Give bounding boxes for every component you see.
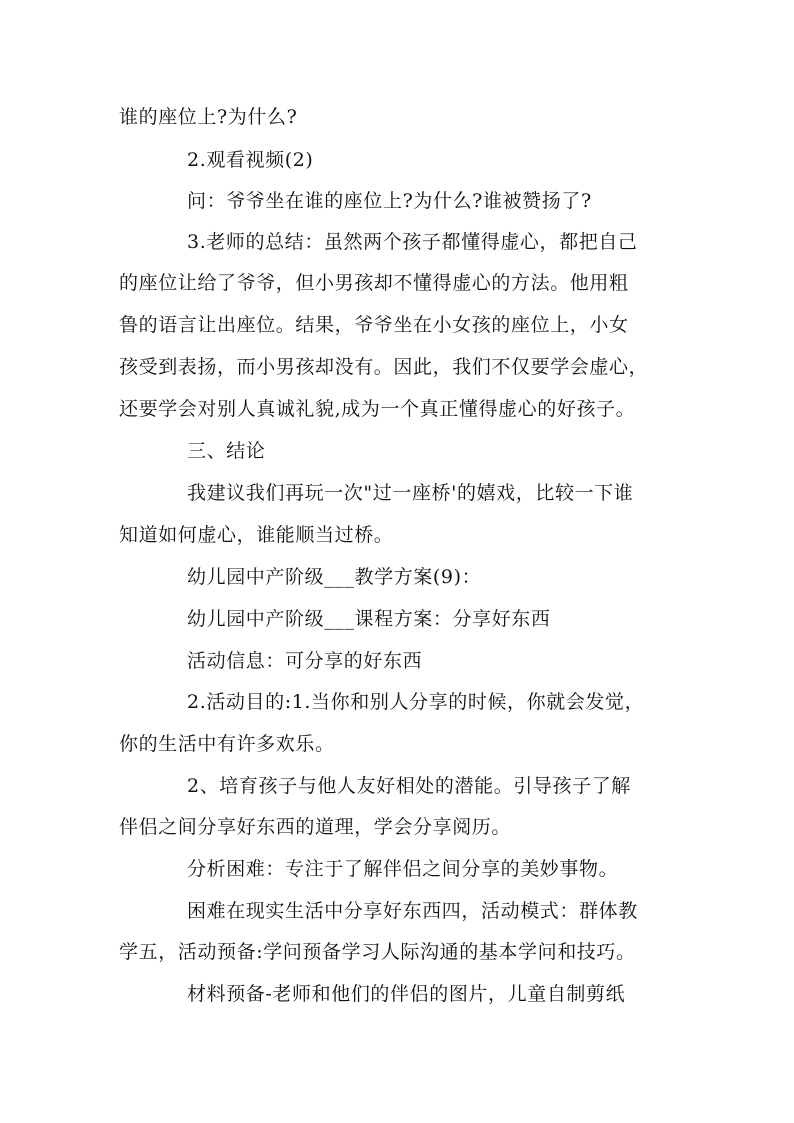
text-line: 材料预备-老师和他们的伴侣的图片，儿童自制剪纸 <box>187 983 626 1005</box>
text-line: 2、培育孩子与他人友好相处的潜能。引导孩子了解 <box>187 775 631 797</box>
text-line: 孩受到表扬，而小男孩却没有。因此，我们不仅要学会虚心， <box>119 356 649 378</box>
text-line: 幼儿园中产阶级___课程方案：分享好东西 <box>187 608 551 630</box>
text-line: 2.观看视频(2) <box>187 149 314 171</box>
text-line: 困难在现实生活中分享好东西四，活动模式：群体教 <box>187 900 638 922</box>
text-line: 问：爷爷坐在谁的座位上?为什么?谁被赞扬了? <box>187 190 592 212</box>
text-line: 分析困难：专注于了解伴侣之间分享的美妙事物。 <box>187 858 619 880</box>
text-line: 2.活动目的:1.当你和别人分享的时候，你就会发觉， <box>187 691 645 713</box>
text-line: 谁的座位上?为什么? <box>119 106 298 128</box>
text-line: 你的生活中有许多欢乐。 <box>119 733 335 755</box>
section-heading: 三、结论 <box>187 440 266 462</box>
text-line: 鲁的语言让出座位。结果，爷爷坐在小女孩的座位上，小女 <box>119 314 629 336</box>
text-line: 知道如何虚心，谁能顺当过桥。 <box>119 524 394 546</box>
text-line: 的座位让给了爷爷，但小男孩却不懂得虚心的方法。他用粗 <box>119 272 629 294</box>
text-line: 3.老师的总结：虽然两个孩子都懂得虚心，都把自己 <box>187 231 638 253</box>
text-line: 学五，活动预备:学问预备学习人际沟通的基本学问和技巧。 <box>119 941 636 963</box>
text-line: 幼儿园中产阶级___教学方案(9)： <box>187 566 482 588</box>
text-line: 我建议我们再玩一次"过一座桥'的嬉戏，比较一下谁 <box>187 482 634 504</box>
text-line: 还要学会对别人真诚礼貌,成为一个真正懂得虚心的好孩子。 <box>119 398 636 420</box>
text-line: 活动信息：可分享的好东西 <box>187 650 423 672</box>
text-line: 伴侣之间分享好东西的道理，学会分享阅历。 <box>119 816 512 838</box>
